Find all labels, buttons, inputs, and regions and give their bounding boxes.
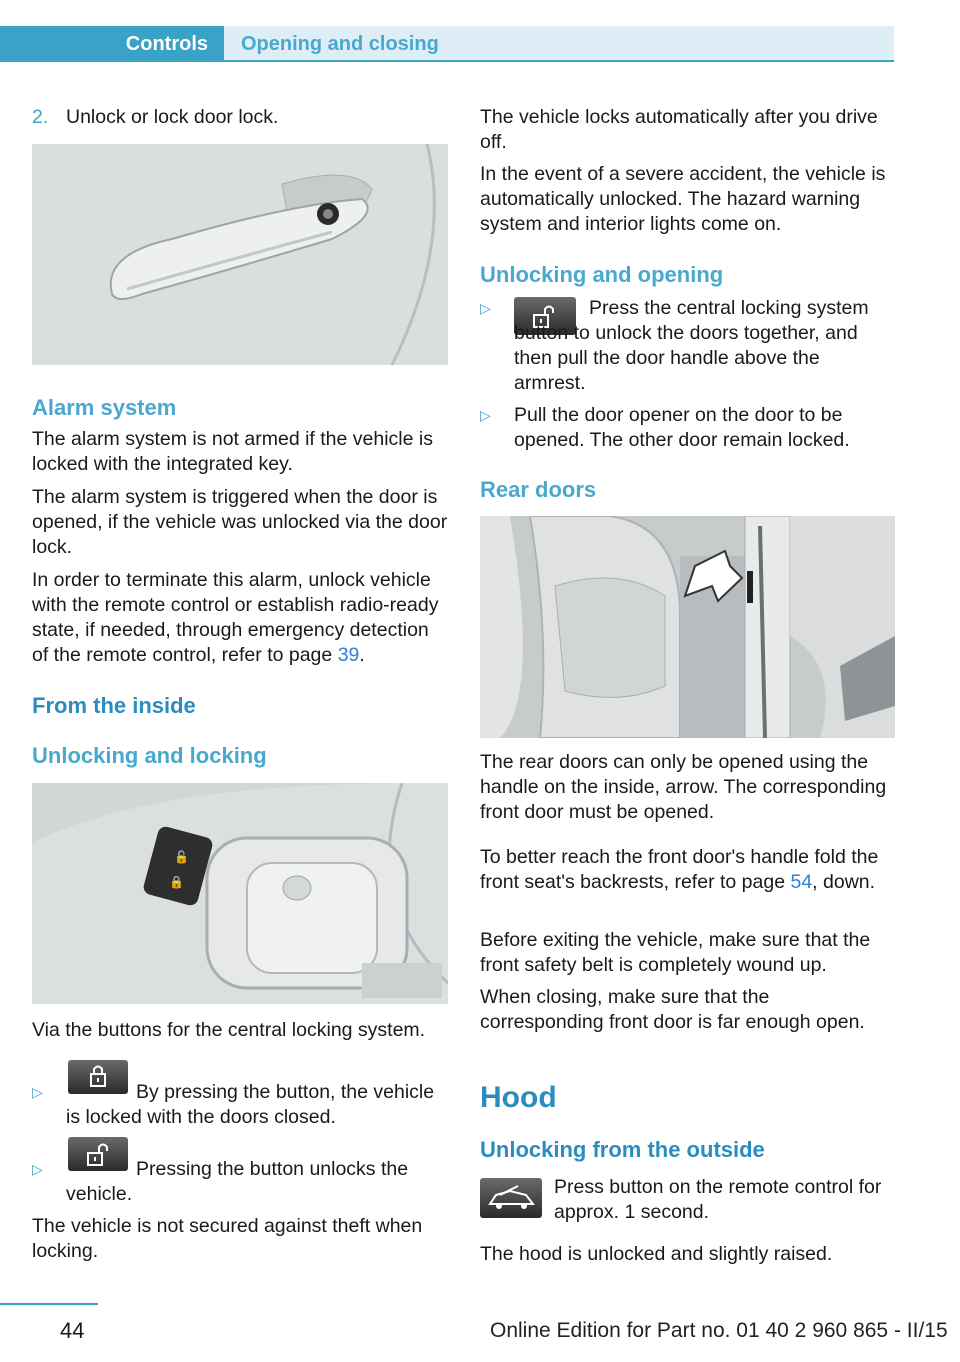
rear-paragraph-3: Before exiting the vehicle, make sure that the front safety belt is completely wound up. [480,929,871,976]
alarm-system-heading: Alarm system [32,395,177,420]
auto-lock-text: The vehicle locks automatically after you drive off. [480,106,878,153]
not-secured-text: The vehicle is not secured against theft when locking. [32,1215,423,1262]
rear-doors-heading: Rear doors [480,477,597,502]
svg-text:🔓: 🔓 [174,850,189,864]
central-unlock-bullet-text: Press the central locking system button to unlock the doors together, and then pull the door handle above the armrest. [514,297,869,394]
bullet-marker: ▷ [32,1161,43,1177]
bullet-marker: ▷ [480,300,491,316]
lock-bullet-text: By pressing the button, the vehicle is locked with the doors closed. [66,1081,435,1128]
from-inside-heading: From the inside [32,693,196,718]
via-buttons-text: Via the buttons for the central locking system. [32,1019,426,1041]
rear-paragraph-2-text: To better reach the front door's handle fold the front seat's backrests, refer to page [480,846,879,893]
chapter-tab[interactable]: Controls [0,26,224,62]
step-text: Unlock or lock door lock. [66,106,279,128]
rear-paragraph-1: The rear doors can only be opened using the handle on the inside, arrow. The corresponding front door must be opened. [480,751,887,823]
rear-paragraph-4: When closing, make sure that the corresponding front door is far enough open. [480,986,865,1033]
step-2 [32,105,448,130]
door-handle-photo [32,144,448,365]
car-hood-icon [480,1178,542,1218]
alarm-paragraph-2: The alarm system is triggered when the door is opened, if the vehicle was unlocked via the door lock. [32,486,448,558]
hood-paragraph-1: Press button on the remote control for approx. 1 second. [554,1176,882,1223]
alarm-paragraph-3-text: In order to terminate this alarm, unlock vehicle with the remote control or establish radio-ready state, if needed, through emergency detection of the remote control, refer to page [32,569,439,666]
rear-paragraph-2-end: , down. [812,871,876,893]
svg-text:🔒: 🔒 [169,875,184,889]
bullet-marker: ▷ [32,1084,43,1100]
unlocking-opening-heading: Unlocking and opening [480,262,724,287]
rear-paragraph-2 [480,845,896,895]
alarm-paragraph-3-end: . [359,644,365,666]
page-number: 44 [60,1318,85,1343]
door-opener-bullet-text: Pull the door opener on the door to be opened. The other door remain locked. [514,404,850,451]
alarm-paragraph-1: The alarm system is not armed if the vehicle is locked with the integrated key. [32,428,433,475]
alarm-paragraph-3 [32,568,448,668]
step-number: 2. [32,106,49,128]
central-locking-buttons-photo [32,783,448,1004]
accident-text: In the event of a severe accident, the vehicle is automatically unlocked. The hazard warning system and interior lights come on. [480,163,886,235]
page-39-link[interactable]: 39 [337,644,360,666]
unlocking-locking-heading: Unlocking and locking [32,743,267,768]
header-rule [0,60,894,62]
edition-text: Online Edition for Part no. 01 40 2 960 865 - II/15 [490,1319,948,1342]
footer-rule [0,1303,98,1305]
hood-unlock-heading: Unlocking from the outside [480,1137,765,1162]
hood-heading: Hood [480,1081,557,1114]
bullet-marker: ▷ [480,407,491,423]
section-tab[interactable]: Opening and closing [224,26,894,62]
hood-paragraph-2: The hood is unlocked and slightly raised. [480,1243,833,1265]
rear-door-photo [480,516,895,738]
page-54-link[interactable]: 54 [790,871,813,893]
unlock-bullet-text: Pressing the button unlocks the vehicle. [66,1158,409,1205]
